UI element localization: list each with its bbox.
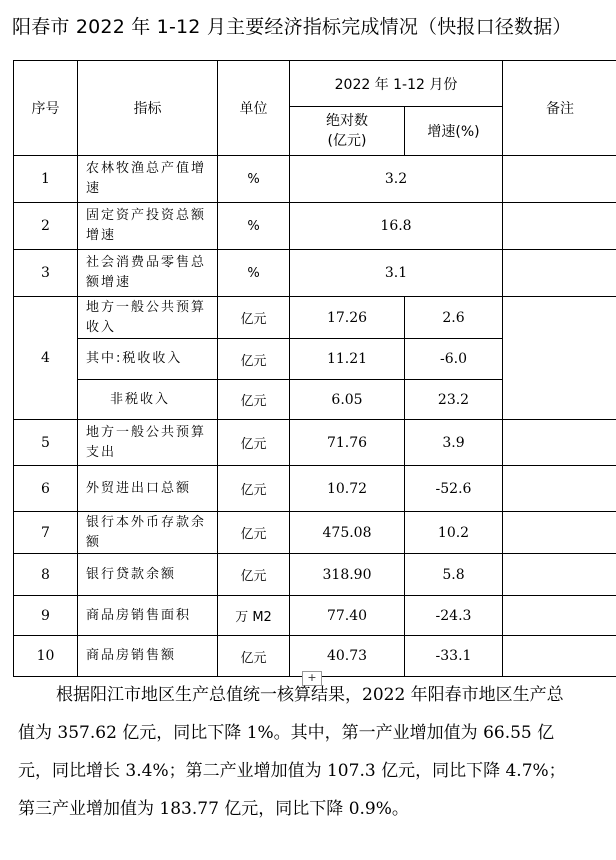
table-row <box>14 596 616 636</box>
row-seq: 9 <box>14 596 78 636</box>
row-growth: -24.3 <box>405 596 503 636</box>
row-indicator: 地方一般公共预算收入 <box>78 297 218 339</box>
row-note <box>503 156 616 203</box>
row-note <box>503 554 616 596</box>
row-absolute: 318.90 <box>290 554 405 596</box>
row-indicator: 固定资产投资总额增速 <box>78 203 218 250</box>
row-indicator: 银行本外币存款余额 <box>78 512 218 554</box>
row-unit: 亿元 <box>218 554 290 596</box>
header-unit: 单位 <box>218 61 290 156</box>
row-note <box>503 636 616 677</box>
row-growth: -6.0 <box>405 339 503 380</box>
summary-paragraph: 根据阳江市地区生产总值统一核算结果，2022 年阳春市地区生产总值为 357.62 亿元，同比下降 1%。其中，第一产业增加值为 66.55 亿元，同比增长 3.4%；第二产业增加值为 107.3 亿元，同比下降 4.7%；第三产业增加值为 183.77 亿元，同比下降 0.9%。 <box>18 685 566 819</box>
table-row <box>14 512 616 554</box>
row-indicator: 外贸进出口总额 <box>78 466 218 512</box>
row-unit: % <box>218 203 290 250</box>
row-unit: 亿元 <box>218 380 290 420</box>
row-value: 3.2 <box>290 156 503 203</box>
row-seq: 2 <box>14 203 78 250</box>
table-row <box>14 156 616 203</box>
row-unit: 亿元 <box>218 339 290 380</box>
header-note: 备注 <box>503 61 616 156</box>
row-indicator: 非税收入 <box>78 380 218 420</box>
row-value: 3.1 <box>290 250 503 297</box>
table-row <box>14 203 616 250</box>
row-absolute: 11.21 <box>290 339 405 380</box>
row-unit: % <box>218 250 290 297</box>
row-growth: 5.8 <box>405 554 503 596</box>
row-indicator: 商品房销售面积 <box>78 596 218 636</box>
row-indicator: 社会消费品零售总额增速 <box>78 250 218 297</box>
row-note <box>503 250 616 297</box>
table-row <box>14 466 616 512</box>
row-unit: 万 M2 <box>218 596 290 636</box>
row-indicator: 其中:税收收入 <box>78 339 218 380</box>
table-row <box>14 554 616 596</box>
row-note <box>503 203 616 250</box>
table-row <box>14 250 616 297</box>
row-seq: 4 <box>14 297 78 420</box>
row-unit: % <box>218 156 290 203</box>
row-note <box>503 297 616 420</box>
row-indicator: 地方一般公共预算支出 <box>78 420 218 466</box>
row-note <box>503 420 616 466</box>
row-growth: -52.6 <box>405 466 503 512</box>
row-seq: 10 <box>14 636 78 677</box>
page-title: 阳春市 2022 年 1-12 月主要经济指标完成情况（快报口径数据） <box>12 16 572 38</box>
header-period: 2022 年 1-12 月份 <box>290 61 503 107</box>
row-seq: 5 <box>14 420 78 466</box>
row-seq: 1 <box>14 156 78 203</box>
row-indicator: 农林牧渔总产值增速 <box>78 156 218 203</box>
table-move-handle-icon[interactable]: + <box>302 671 322 686</box>
row-note <box>503 466 616 512</box>
row-unit: 亿元 <box>218 512 290 554</box>
row-note <box>503 596 616 636</box>
row-absolute: 40.73 <box>290 636 405 677</box>
header-absolute: 绝对数 (亿元) <box>290 107 405 156</box>
row-absolute: 475.08 <box>290 512 405 554</box>
row-growth: 23.2 <box>405 380 503 420</box>
row-unit: 亿元 <box>218 466 290 512</box>
table-row <box>14 297 616 339</box>
row-seq: 3 <box>14 250 78 297</box>
row-seq: 6 <box>14 466 78 512</box>
row-unit: 亿元 <box>218 297 290 339</box>
header-indicator: 指标 <box>78 61 218 156</box>
row-absolute: 17.26 <box>290 297 405 339</box>
row-absolute: 71.76 <box>290 420 405 466</box>
row-growth: -33.1 <box>405 636 503 677</box>
row-indicator: 商品房销售额 <box>78 636 218 677</box>
row-seq: 8 <box>14 554 78 596</box>
row-value: 16.8 <box>290 203 503 250</box>
row-growth: 10.2 <box>405 512 503 554</box>
row-growth: 3.9 <box>405 420 503 466</box>
header-growth: 增速(%) <box>405 107 503 156</box>
row-unit: 亿元 <box>218 420 290 466</box>
indicators-table <box>13 60 616 677</box>
row-absolute: 6.05 <box>290 380 405 420</box>
row-note <box>503 512 616 554</box>
row-indicator: 银行贷款余额 <box>78 554 218 596</box>
row-growth: 2.6 <box>405 297 503 339</box>
header-seq: 序号 <box>14 61 78 156</box>
row-unit: 亿元 <box>218 636 290 677</box>
table-row <box>14 420 616 466</box>
row-seq: 7 <box>14 512 78 554</box>
row-absolute: 10.72 <box>290 466 405 512</box>
row-absolute: 77.40 <box>290 596 405 636</box>
